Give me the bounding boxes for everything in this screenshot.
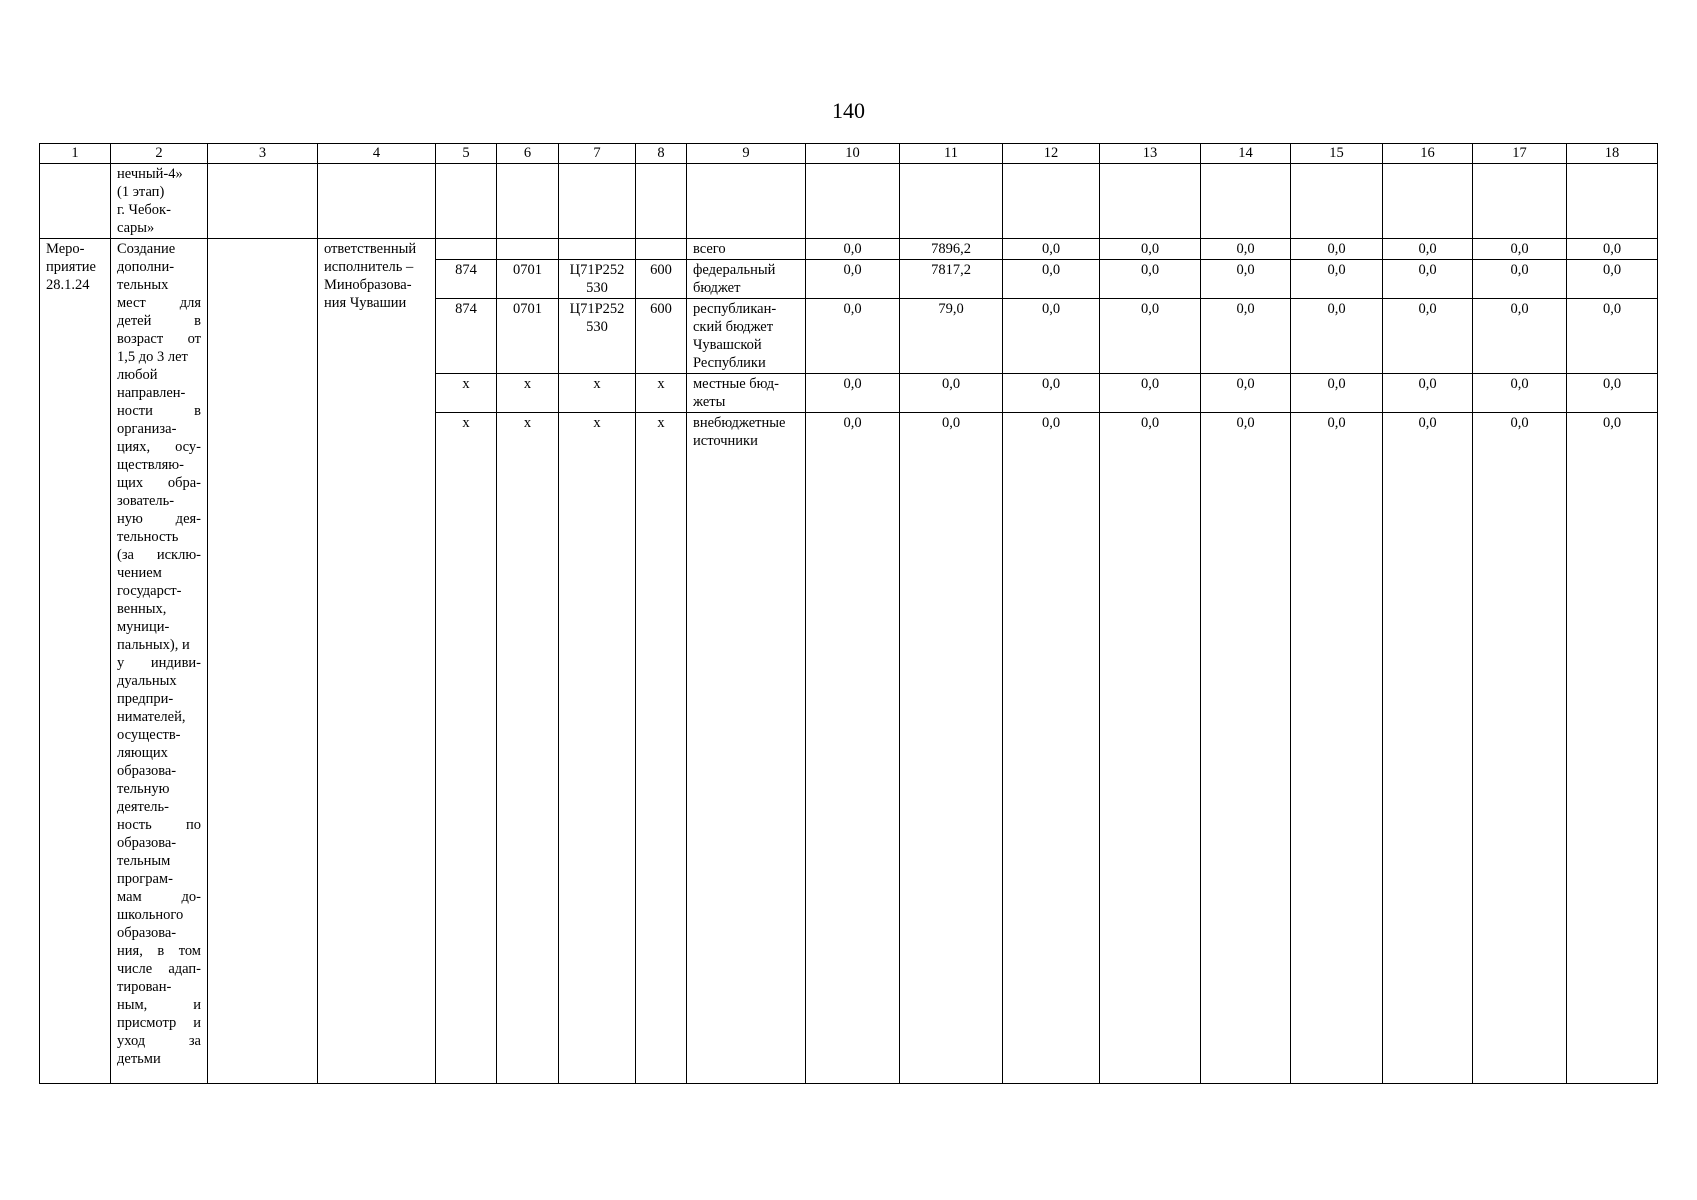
value-cell: 0,0 — [1383, 260, 1473, 299]
code-cell: 0701 — [497, 260, 559, 299]
funding-source-cell: федеральный бюджет — [687, 260, 806, 299]
value-cell: 7896,2 — [900, 239, 1003, 260]
value-cell: 0,0 — [900, 374, 1003, 413]
continuation-row — [40, 164, 1658, 239]
column-number: 7 — [559, 144, 636, 164]
column-number: 1 — [40, 144, 111, 164]
value-cell: 7817,2 — [900, 260, 1003, 299]
value-cell: 0,0 — [1201, 239, 1291, 260]
value-cell: 0,0 — [1383, 413, 1473, 1084]
value-cell: 0,0 — [1201, 413, 1291, 1084]
value-cell: 0,0 — [1291, 260, 1383, 299]
code-cell: х — [559, 413, 636, 1084]
value-cell: 0,0 — [1473, 260, 1567, 299]
value-cell: 0,0 — [1567, 374, 1658, 413]
executor-cell: ответственный исполнитель – Минобразова- ния Чувашии — [318, 239, 436, 1084]
value-cell: 0,0 — [1567, 260, 1658, 299]
code-cell: х — [636, 374, 687, 413]
code-cell: Ц71Р252 530 — [559, 299, 636, 374]
column-number: 10 — [806, 144, 900, 164]
column-number: 6 — [497, 144, 559, 164]
code-cell: х — [636, 413, 687, 1084]
value-cell: 0,0 — [1100, 299, 1201, 374]
value-cell: 0,0 — [806, 299, 900, 374]
column-number: 13 — [1100, 144, 1201, 164]
measure-title-cell: Создание дополни- тельных мест для детей в возраст от 1,5 до 3 лет любой направлен- ности в организа- циях, осу- ществляю- щих обра- зователь- ную дея- тельность (за исклю- чением государст- венных, муници- пальных), и у индиви- дуальных предпри- нимателей, осуществ- ляющих образова- тельную деятель- ность по образова- тельным програм- мам до- школьного образова- ния, в том числе адап- тирован- ным, и присмотр и уход за детьми — [111, 239, 208, 1084]
measure-id-cell: Меро- приятие 28.1.24 — [40, 239, 111, 1084]
funding-source-cell: республикан-ский бюджет Чувашской Республики — [687, 299, 806, 374]
value-cell: 0,0 — [806, 239, 900, 260]
page-number: 140 — [832, 98, 865, 123]
code-cell — [636, 239, 687, 260]
column-number: 8 — [636, 144, 687, 164]
code-cell — [559, 239, 636, 260]
value-cell: 0,0 — [1003, 299, 1100, 374]
column-number: 2 — [111, 144, 208, 164]
value-cell: 0,0 — [1291, 239, 1383, 260]
code-cell: Ц71Р252 530 — [559, 260, 636, 299]
value-cell: 0,0 — [1201, 374, 1291, 413]
value-cell: 0,0 — [1291, 299, 1383, 374]
column-number: 18 — [1567, 144, 1658, 164]
value-cell: 0,0 — [806, 374, 900, 413]
value-cell: 79,0 — [900, 299, 1003, 374]
value-cell: 0,0 — [900, 413, 1003, 1084]
code-cell: 0701 — [497, 299, 559, 374]
code-cell: х — [497, 374, 559, 413]
value-cell: 0,0 — [806, 260, 900, 299]
value-cell: 0,0 — [1003, 413, 1100, 1084]
value-cell: 0,0 — [1100, 260, 1201, 299]
value-cell: 0,0 — [1201, 260, 1291, 299]
value-cell: 0,0 — [1201, 299, 1291, 374]
column-number: 17 — [1473, 144, 1567, 164]
column-number: 9 — [687, 144, 806, 164]
value-cell: 0,0 — [1383, 374, 1473, 413]
value-cell: 0,0 — [1567, 413, 1658, 1084]
code-cell: 600 — [636, 299, 687, 374]
value-cell: 0,0 — [1383, 299, 1473, 374]
value-cell: 0,0 — [1473, 413, 1567, 1084]
value-cell: 0,0 — [1003, 260, 1100, 299]
funding-source-cell: местные бюд-жеты — [687, 374, 806, 413]
value-cell: 0,0 — [1567, 299, 1658, 374]
value-cell: 0,0 — [1473, 299, 1567, 374]
value-cell: 0,0 — [1291, 374, 1383, 413]
column-number-row — [40, 144, 1658, 164]
funding-source-cell: всего — [687, 239, 806, 260]
funding-source-cell: внебюджетные источники — [687, 413, 806, 1084]
code-cell: х — [559, 374, 636, 413]
value-cell: 0,0 — [806, 413, 900, 1084]
column-number: 12 — [1003, 144, 1100, 164]
column-number: 15 — [1291, 144, 1383, 164]
code-cell: х — [436, 374, 497, 413]
value-cell: 0,0 — [1100, 239, 1201, 260]
column-number: 3 — [208, 144, 318, 164]
code-cell — [497, 239, 559, 260]
column-number: 14 — [1201, 144, 1291, 164]
value-cell: 0,0 — [1291, 413, 1383, 1084]
column-number: 16 — [1383, 144, 1473, 164]
value-cell: 0,0 — [1003, 239, 1100, 260]
code-cell: 600 — [636, 260, 687, 299]
value-cell: 0,0 — [1003, 374, 1100, 413]
value-cell: 0,0 — [1567, 239, 1658, 260]
budget-table — [39, 143, 1658, 1084]
code-cell: х — [497, 413, 559, 1084]
value-cell: 0,0 — [1473, 239, 1567, 260]
code-cell: 874 — [436, 299, 497, 374]
code-cell: х — [436, 413, 497, 1084]
value-cell: 0,0 — [1100, 374, 1201, 413]
value-cell: 0,0 — [1473, 374, 1567, 413]
column-number: 11 — [900, 144, 1003, 164]
code-cell — [436, 239, 497, 260]
value-cell: 0,0 — [1383, 239, 1473, 260]
column-number: 4 — [318, 144, 436, 164]
continuation-name-cell: нечный-4» (1 этап) г. Чебок- сары» — [111, 164, 208, 239]
column-number: 5 — [436, 144, 497, 164]
table-row — [40, 239, 1658, 260]
code-cell: 874 — [436, 260, 497, 299]
empty-cell — [208, 239, 318, 1084]
value-cell: 0,0 — [1100, 413, 1201, 1084]
